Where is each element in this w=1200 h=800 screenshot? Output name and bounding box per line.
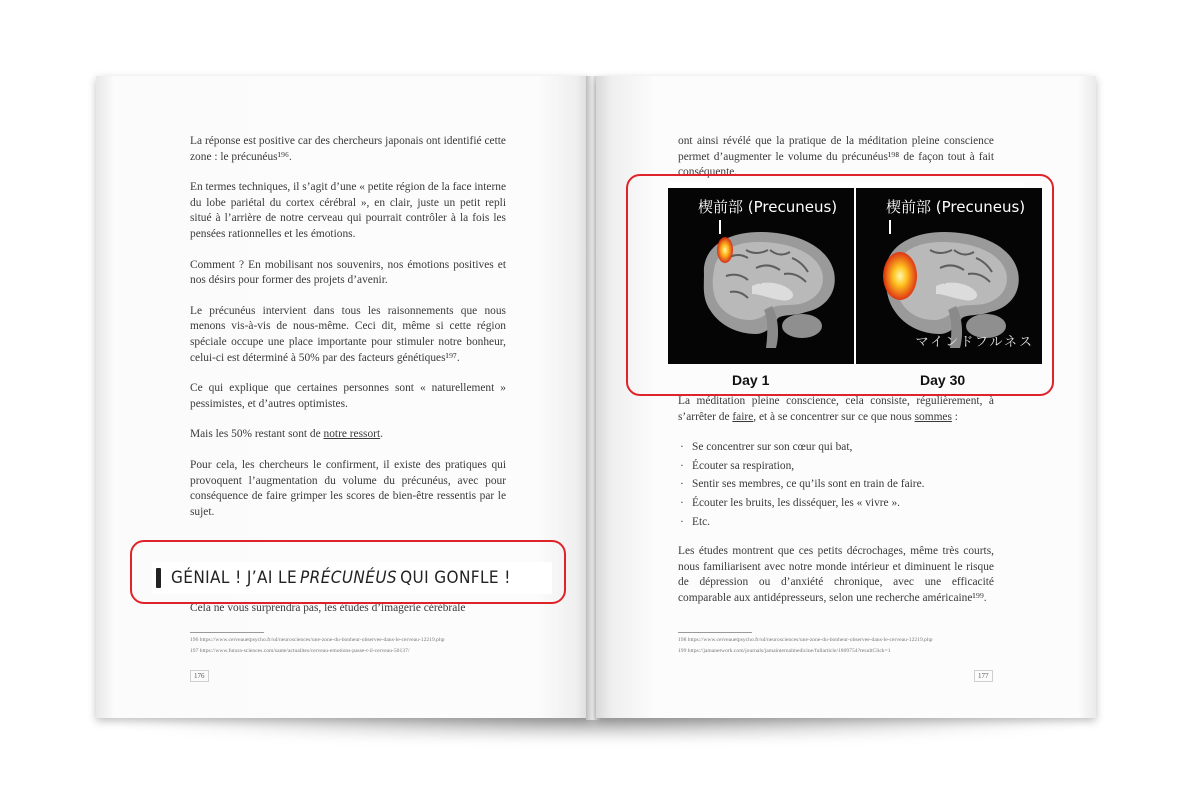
list-item: · Écouter sa respiration, [692, 459, 994, 475]
paragraph: Le précunéus intervient dans tous les raisonnements que nous menons vis-à-vis de nous-même. Ceci dit, même si cette région spéciale occupe une place importante pour stimuler notre bonheur, celui-ci est déterminé à 50% par des facteurs génétiques¹⁹⁷. [190, 304, 506, 364]
footnote-197[interactable]: 197 https://www.futura-sciences.com/sante/actualites/cerveau-emotions-passe-t-il-cerveau-50137/ [190, 648, 410, 654]
footnote-199[interactable]: 199 https://jamanetwork.com/journals/jamainternalmedicine/fullarticle/1809754?resultClick=1 [678, 648, 891, 654]
list-item: · Écouter les bruits, les disséquer, les « vivre ». [692, 496, 994, 512]
paragraph: Les études montrent que ces petits décrochages, même très courts, nous familiarisent avec notre monde intérieur et diminuent le risque de dépression ou d’anxiété chronique, avec une efficacité comparable aux antidépresseurs, selon une recherche américaine¹⁹⁹. [678, 545, 994, 604]
text-run: . [380, 428, 383, 441]
link-notre-ressort[interactable]: notre ressort [323, 428, 381, 441]
footnote-198[interactable]: 198 https://www.cerveauetpsycho.fr/sd/neurosciences/une-zone-du-bonheur-observee-dans-le-cerveau-12219.php [678, 637, 933, 643]
left-page-text [190, 134, 506, 535]
left-bottom-text [190, 601, 506, 632]
open-book [96, 76, 1100, 726]
callout-frame-quote [130, 540, 566, 604]
paragraph: ont ainsi révélé que la pratique de la méditation pleine conscience permet d’augmenter le volume du précunéus¹⁹⁸ de façon tout à fait conséquente. [678, 135, 994, 179]
left-page [96, 76, 590, 718]
list-item: · Etc. [692, 515, 994, 531]
page-number: 176 [190, 670, 209, 682]
right-body-text [678, 394, 994, 622]
text-run: : [951, 410, 958, 423]
label-day30: Day 30 [920, 372, 966, 388]
text-run: La méditation pleine conscience, cela consiste, régulièrement, à s’arrêter de [678, 395, 994, 423]
footnote-196[interactable]: 196 https://www.cerveauetpsycho.fr/sd/neurosciences/une-zone-du-bonheur-observee-dans-le-cerveau-12219.php [190, 637, 445, 643]
bullet-list [678, 440, 994, 530]
list-item: · Sentir ses membres, ce qu’ils sont en train de faire. [692, 477, 994, 493]
paragraph: Cela ne vous surprendra pas, les études d’imagerie cérébrale [190, 602, 466, 614]
text-run: Mais les 50% restant sont de [190, 428, 324, 441]
text-run: , et à se concentrer sur ce que nous [753, 410, 915, 423]
right-page [596, 76, 1096, 718]
list-item: · Se concentrer sur son cœur qui bat, [692, 440, 994, 456]
paragraph [678, 394, 994, 425]
paragraph: Comment ? En mobilisant nos souvenirs, nos émotions positives et nos désirs pour former des projets d’avenir. [190, 258, 506, 287]
panel-title-day1: 楔前部 (Precuneus) [698, 198, 838, 216]
paragraph: Pour cela, les chercheurs le confirment, il existe des pratiques qui provoquent l’augmentation du volume du précunéus, avec pour conséquence de faire grimper les scores de bien-être ressentis par le sujet. [190, 458, 506, 518]
quote-text-part1: GÉNIAL ! J’AI LE [171, 568, 298, 588]
paragraph: Ce qui explique que certaines personnes sont « naturellement » pessimistes, et d’autres optimistes. [190, 382, 506, 410]
panel-caption-mindfulness: マインドフルネス [915, 335, 1034, 350]
link-sommes[interactable]: sommes [914, 410, 952, 423]
paragraph [190, 427, 506, 443]
page-number: 177 [974, 670, 993, 682]
panel-title-day30: 楔前部 (Precuneus) [886, 198, 1026, 216]
footnote-rule [678, 632, 752, 633]
paragraph: En termes techniques, il s’agit d’une « petite région de la face interne du lobe pariétal du cortex cérébral », en clair, juste un petit repli situé à l’arrière de notre cerveau qui pourrait contrôler à la fois les pensées rationnelles et les émotions. [190, 181, 506, 240]
paragraph: La réponse est positive car des chercheurs japonais ont identifié cette zone : le précunéus¹⁹⁶. [190, 135, 506, 163]
link-faire[interactable]: faire [732, 410, 754, 423]
quote-text-part2: QUI GONFLE ! [400, 568, 511, 588]
callout-frame-figure [626, 174, 1054, 396]
footnote-rule [190, 632, 264, 633]
label-day1: Day 1 [732, 372, 770, 388]
quote-text-italic: PRÉCUNÉUS [300, 568, 398, 588]
